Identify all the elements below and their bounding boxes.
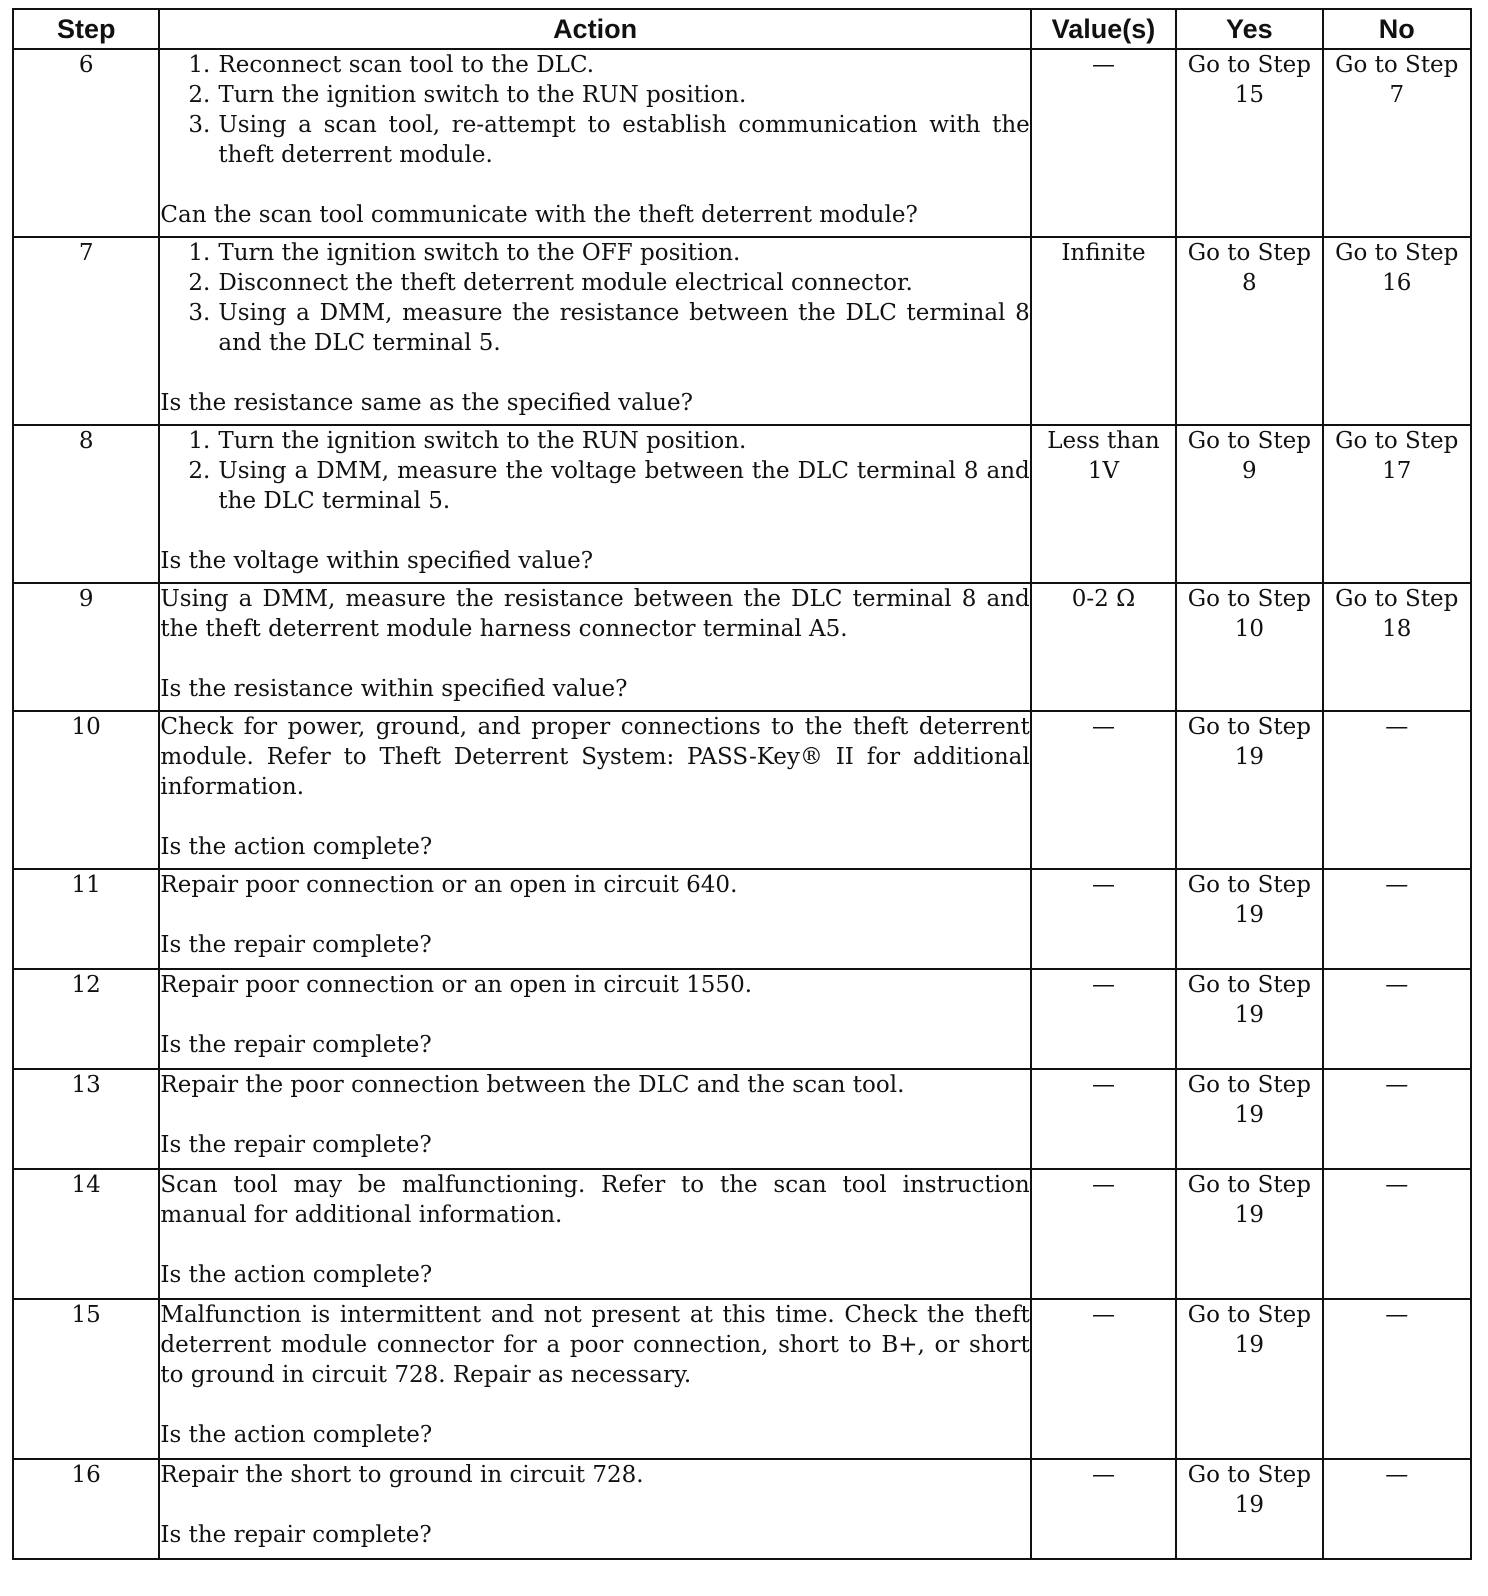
header-action: Action bbox=[159, 9, 1030, 49]
table-row bbox=[13, 425, 1471, 583]
header-no: No bbox=[1323, 9, 1471, 49]
step-number: 7 bbox=[13, 237, 159, 425]
value-cell: — bbox=[1031, 969, 1176, 1069]
yes-goto-text: 19 bbox=[1234, 1332, 1264, 1358]
yes-goto-text: 19 bbox=[1234, 744, 1264, 770]
yes-cell bbox=[1176, 969, 1322, 1069]
list-item-text: Turn the ignition switch to the RUN position. bbox=[218, 82, 747, 108]
action-text: Repair poor connection or an open in circuit 1550. bbox=[160, 972, 753, 998]
table-row bbox=[13, 1459, 1471, 1559]
table-row bbox=[13, 49, 1471, 237]
table-row bbox=[13, 869, 1471, 969]
action-cell bbox=[159, 49, 1030, 237]
action-cell bbox=[159, 1169, 1030, 1299]
no-goto-text: 7 bbox=[1389, 82, 1405, 108]
yes-goto-text: Go to Step bbox=[1187, 1072, 1311, 1098]
action-cell bbox=[159, 1069, 1030, 1169]
list-item bbox=[188, 268, 1029, 298]
yes-goto-text: Go to Step bbox=[1187, 714, 1311, 740]
no-goto-text: Go to Step bbox=[1335, 52, 1459, 78]
action-text: Repair the poor connection between the DLC and the scan tool. bbox=[160, 1072, 905, 1098]
yes-goto-text: Go to Step bbox=[1187, 872, 1311, 898]
action-question: Is the repair complete? bbox=[160, 1132, 432, 1158]
yes-cell bbox=[1176, 237, 1322, 425]
no-cell bbox=[1323, 583, 1471, 711]
table-row bbox=[13, 237, 1471, 425]
no-cell bbox=[1323, 1169, 1471, 1299]
action-question: Is the resistance within specified value? bbox=[160, 676, 628, 702]
no-goto-text: 16 bbox=[1382, 270, 1412, 296]
list-item-text: Using a DMM, measure the voltage between the DLC terminal 8 and the DLC terminal 5. bbox=[218, 458, 1030, 514]
action-question: Is the action complete? bbox=[160, 1422, 433, 1448]
action-text: Malfunction is intermittent and not present at this time. Check the theft deterrent module connector for a poor connection, short to B+, or short to ground in circuit 728. Repair as necessary. bbox=[160, 1302, 1030, 1388]
header-values: Value(s) bbox=[1031, 9, 1176, 49]
yes-cell bbox=[1176, 869, 1322, 969]
yes-goto-text: 19 bbox=[1234, 1002, 1264, 1028]
no-cell bbox=[1323, 1069, 1471, 1169]
value-cell: — bbox=[1031, 49, 1176, 237]
list-item-text: Turn the ignition switch to the OFF position. bbox=[218, 240, 741, 266]
no-goto-text: — bbox=[1385, 1302, 1409, 1328]
step-number: 6 bbox=[13, 49, 159, 237]
no-goto-text: — bbox=[1385, 714, 1409, 740]
step-number: 14 bbox=[13, 1169, 159, 1299]
no-goto-text: Go to Step bbox=[1335, 428, 1459, 454]
value-cell: 0-2 Ω bbox=[1031, 583, 1176, 711]
step-number: 16 bbox=[13, 1459, 159, 1559]
header-step: Step bbox=[13, 9, 159, 49]
list-item-number: 1. bbox=[188, 428, 211, 454]
no-goto-text: — bbox=[1385, 872, 1409, 898]
yes-goto-text: Go to Step bbox=[1187, 1302, 1311, 1328]
list-item bbox=[188, 80, 1029, 110]
no-goto-text: — bbox=[1385, 1462, 1409, 1488]
no-goto-text: — bbox=[1385, 1072, 1409, 1098]
yes-goto-text: 19 bbox=[1234, 1492, 1264, 1518]
action-steps-list bbox=[160, 50, 1029, 170]
yes-goto-text: 9 bbox=[1242, 458, 1257, 484]
list-item-number: 2. bbox=[188, 270, 211, 296]
list-item-text: Using a DMM, measure the resistance between the DLC terminal 8 and the DLC terminal 5. bbox=[218, 300, 1030, 356]
list-item bbox=[188, 298, 1029, 358]
action-text: Using a DMM, measure the resistance between the DLC terminal 8 and the theft deterrent module harness connector terminal A5. bbox=[160, 586, 1030, 642]
yes-cell bbox=[1176, 1459, 1322, 1559]
no-goto-text: — bbox=[1385, 1172, 1409, 1198]
action-text: Check for power, ground, and proper connections to the theft deterrent module. Refer to Theft Deterrent System: PASS-Key® II for additional information. bbox=[160, 714, 1030, 800]
yes-cell bbox=[1176, 711, 1322, 869]
value-cell: Infinite bbox=[1031, 237, 1176, 425]
yes-goto-text: Go to Step bbox=[1187, 428, 1311, 454]
action-question: Is the action complete? bbox=[160, 834, 433, 860]
table-row bbox=[13, 583, 1471, 711]
yes-cell bbox=[1176, 583, 1322, 711]
list-item-text: Disconnect the theft deterrent module electrical connector. bbox=[218, 270, 913, 296]
value-cell: — bbox=[1031, 1299, 1176, 1459]
no-cell bbox=[1323, 237, 1471, 425]
table-row bbox=[13, 969, 1471, 1069]
table-row bbox=[13, 1169, 1471, 1299]
list-item bbox=[188, 50, 1029, 80]
action-steps-list bbox=[160, 426, 1029, 516]
yes-goto-text: 8 bbox=[1242, 270, 1257, 296]
value-cell: — bbox=[1031, 869, 1176, 969]
no-cell bbox=[1323, 425, 1471, 583]
table-row bbox=[13, 1069, 1471, 1169]
action-text: Repair poor connection or an open in circuit 640. bbox=[160, 872, 738, 898]
action-question: Is the repair complete? bbox=[160, 932, 432, 958]
action-cell bbox=[159, 583, 1030, 711]
no-goto-text: Go to Step bbox=[1335, 240, 1459, 266]
action-cell bbox=[159, 869, 1030, 969]
value-cell: — bbox=[1031, 711, 1176, 869]
table-body bbox=[13, 49, 1471, 1559]
yes-goto-text: 10 bbox=[1234, 616, 1264, 642]
yes-cell bbox=[1176, 49, 1322, 237]
action-question: Is the resistance same as the specified value? bbox=[160, 390, 693, 416]
list-item bbox=[188, 426, 1029, 456]
value-cell: — bbox=[1031, 1459, 1176, 1559]
list-item-number: 2. bbox=[188, 82, 211, 108]
yes-goto-text: Go to Step bbox=[1187, 1172, 1311, 1198]
header-row bbox=[13, 9, 1471, 49]
value-cell: — bbox=[1031, 1069, 1176, 1169]
value-cell: Less than 1V bbox=[1031, 425, 1176, 583]
action-cell bbox=[159, 1299, 1030, 1459]
yes-goto-text: Go to Step bbox=[1187, 1462, 1311, 1488]
value-cell: — bbox=[1031, 1169, 1176, 1299]
list-item-text: Reconnect scan tool to the DLC. bbox=[218, 52, 595, 78]
list-item-text: Turn the ignition switch to the RUN position. bbox=[218, 428, 747, 454]
step-number: 12 bbox=[13, 969, 159, 1069]
list-item bbox=[188, 110, 1029, 170]
list-item-number: 1. bbox=[188, 52, 211, 78]
step-number: 13 bbox=[13, 1069, 159, 1169]
action-cell bbox=[159, 237, 1030, 425]
action-cell bbox=[159, 711, 1030, 869]
yes-goto-text: Go to Step bbox=[1187, 52, 1311, 78]
list-item-number: 3. bbox=[188, 300, 211, 326]
list-item bbox=[188, 456, 1029, 516]
yes-goto-text: Go to Step bbox=[1187, 240, 1311, 266]
table-row bbox=[13, 711, 1471, 869]
action-steps-list bbox=[160, 238, 1029, 358]
action-question: Is the repair complete? bbox=[160, 1032, 432, 1058]
yes-goto-text: 19 bbox=[1234, 1102, 1264, 1128]
header-yes: Yes bbox=[1176, 9, 1322, 49]
no-cell bbox=[1323, 49, 1471, 237]
no-cell bbox=[1323, 869, 1471, 969]
step-number: 15 bbox=[13, 1299, 159, 1459]
step-number: 10 bbox=[13, 711, 159, 869]
yes-goto-text: Go to Step bbox=[1187, 972, 1311, 998]
yes-cell bbox=[1176, 1169, 1322, 1299]
action-text: Repair the short to ground in circuit 728. bbox=[160, 1462, 644, 1488]
action-cell bbox=[159, 425, 1030, 583]
yes-cell bbox=[1176, 1069, 1322, 1169]
yes-cell bbox=[1176, 1299, 1322, 1459]
no-cell bbox=[1323, 711, 1471, 869]
no-cell bbox=[1323, 1299, 1471, 1459]
action-question: Is the repair complete? bbox=[160, 1522, 432, 1548]
list-item bbox=[188, 238, 1029, 268]
yes-goto-text: 19 bbox=[1234, 1202, 1264, 1228]
list-item-number: 1. bbox=[188, 240, 211, 266]
no-goto-text: — bbox=[1385, 972, 1409, 998]
action-cell bbox=[159, 1459, 1030, 1559]
no-cell bbox=[1323, 969, 1471, 1069]
action-question: Is the action complete? bbox=[160, 1262, 433, 1288]
step-number: 8 bbox=[13, 425, 159, 583]
yes-goto-text: Go to Step bbox=[1187, 586, 1311, 612]
yes-cell bbox=[1176, 425, 1322, 583]
step-number: 9 bbox=[13, 583, 159, 711]
action-question: Is the voltage within specified value? bbox=[160, 548, 594, 574]
list-item-number: 2. bbox=[188, 458, 211, 484]
table-row bbox=[13, 1299, 1471, 1459]
no-goto-text: 17 bbox=[1382, 458, 1412, 484]
action-text: Scan tool may be malfunctioning. Refer to the scan tool instruction manual for additional information. bbox=[160, 1172, 1030, 1228]
yes-goto-text: 15 bbox=[1234, 82, 1264, 108]
list-item-number: 3. bbox=[188, 112, 211, 138]
no-goto-text: 18 bbox=[1382, 616, 1412, 642]
yes-goto-text: 19 bbox=[1234, 902, 1264, 928]
step-number: 11 bbox=[13, 869, 159, 969]
no-goto-text: Go to Step bbox=[1335, 586, 1459, 612]
list-item-text: Using a scan tool, re-attempt to establish communication with the theft deterrent module. bbox=[218, 112, 1030, 168]
action-cell bbox=[159, 969, 1030, 1069]
no-cell bbox=[1323, 1459, 1471, 1559]
action-question: Can the scan tool communicate with the theft deterrent module? bbox=[160, 202, 918, 228]
diagnostic-table bbox=[12, 8, 1472, 1560]
